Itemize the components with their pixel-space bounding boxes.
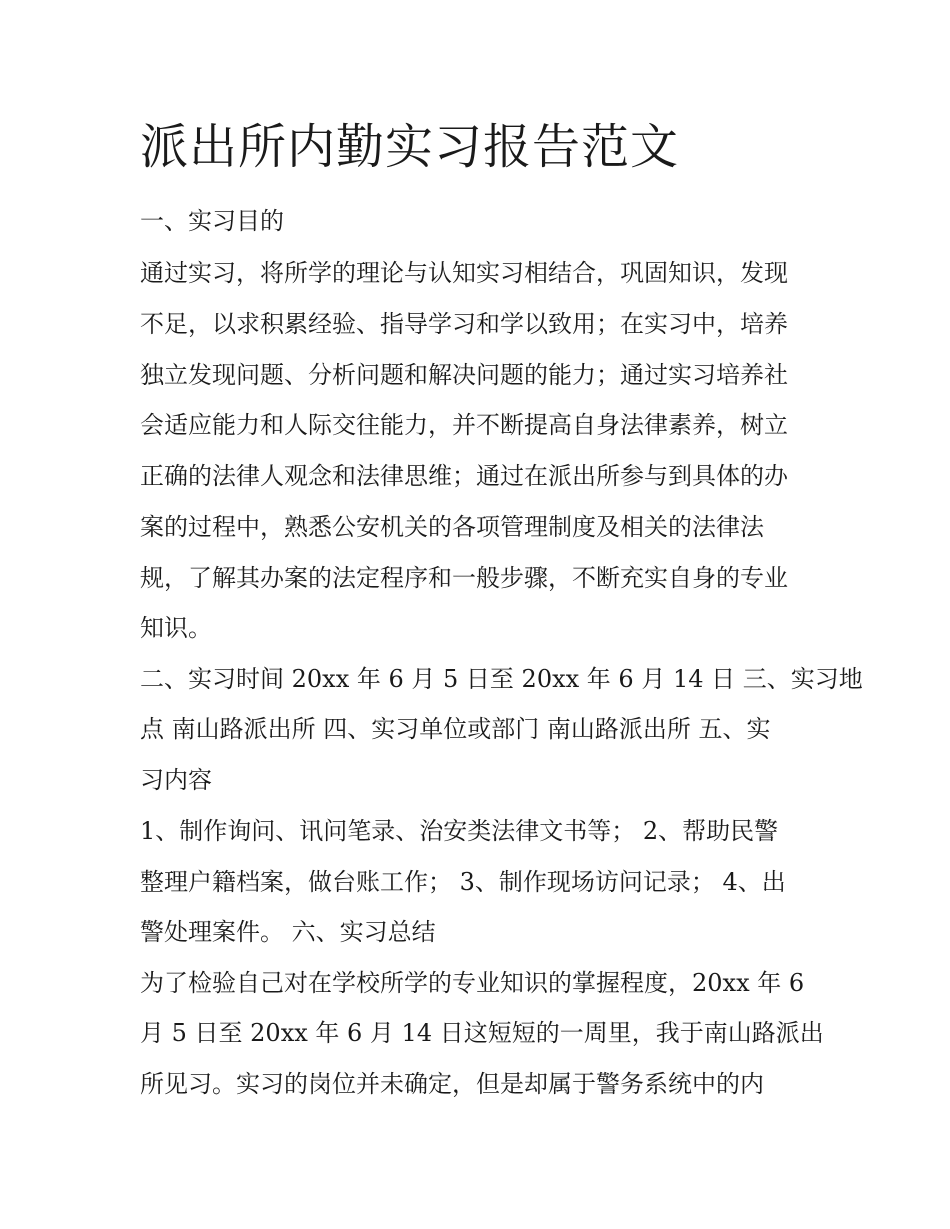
body-line: 警处理案件。 六、实习总结 [140, 918, 436, 946]
body-line: 整理户籍档案，做台账工作； 3、制作现场访问记录； 4、出 [140, 868, 786, 896]
body-line: 点 南山路派出所 四、实习单位或部门 南山路派出所 五、实 [140, 715, 771, 743]
body-line: 通过实习，将所学的理论与认知实习相结合，巩固知识，发现 [140, 259, 788, 287]
body-line: 月 5 日至 20xx 年 6 月 14 日这短短的一周里，我于南山路派出 [140, 1019, 824, 1047]
body-line: 所见习。实习的岗位并未确定，但是却属于警务系统中的内 [140, 1070, 764, 1098]
document-title: 派出所内勤实习报告范文 [140, 119, 680, 175]
body-line: 独立发现问题、分析问题和解决问题的能力；通过实习培养社 [140, 361, 788, 389]
body-line: 正确的法律人观念和法律思维；通过在派出所参与到具体的办 [140, 462, 788, 490]
body-line: 会适应能力和人际交往能力，并不断提高自身法律素养，树立 [140, 411, 788, 439]
body-line: 二、实习时间 20xx 年 6 月 5 日至 20xx 年 6 月 14 日 三、实习地 [140, 665, 863, 693]
section-heading-purpose: 一、实习目的 [140, 207, 284, 235]
body-line: 习内容 [140, 766, 212, 794]
body-line: 不足，以求积累经验、指导学习和学以致用；在实习中，培养 [140, 310, 788, 338]
body-line: 1、制作询问、讯问笔录、治安类法律文书等； 2、帮助民警 [140, 817, 779, 845]
body-line: 规，了解其办案的法定程序和一般步骤，不断充实自身的专业 [140, 564, 788, 592]
body-line: 为了检验自己对在学校所学的专业知识的掌握程度，20xx 年 6 [140, 969, 805, 997]
body-line: 案的过程中，熟悉公安机关的各项管理制度及相关的法律法 [140, 513, 764, 541]
body-line: 知识。 [140, 614, 212, 642]
